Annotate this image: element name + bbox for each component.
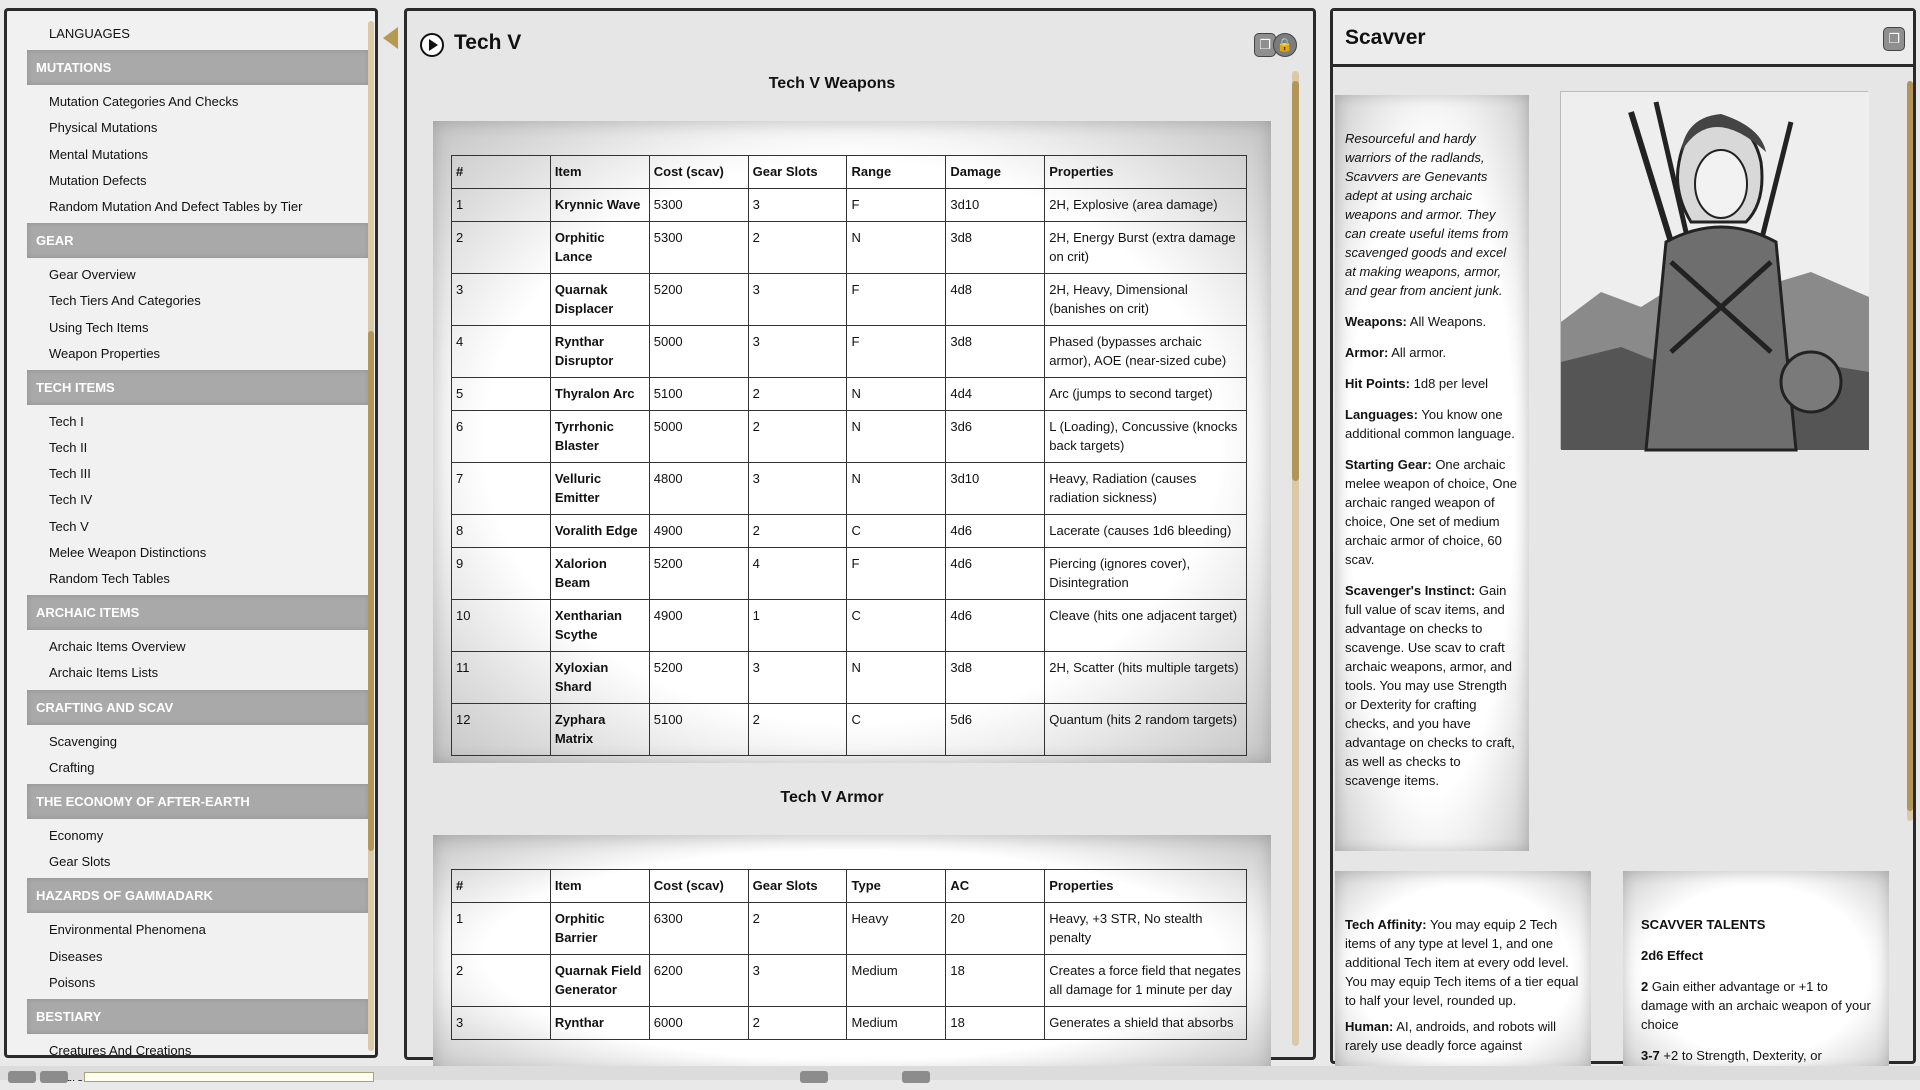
table-cell: Cleave (hits one adjacent target) bbox=[1045, 600, 1247, 652]
table-cell: 6200 bbox=[649, 955, 748, 1007]
weapons-heading: Tech V Weapons bbox=[768, 75, 896, 92]
sidebar-item[interactable]: Gear Overview bbox=[49, 267, 136, 283]
sidebar-item[interactable]: Random Mutation And Defect Tables by Tier bbox=[49, 198, 303, 214]
table-cell: 1 bbox=[748, 600, 847, 652]
item-name-cell[interactable]: Velluric Emitter bbox=[550, 463, 649, 515]
sidebar-item[interactable]: Mutation Categories And Checks bbox=[49, 94, 239, 110]
table-row[interactable] bbox=[452, 222, 1247, 274]
table-cell: 5300 bbox=[649, 189, 748, 222]
item-name-cell[interactable]: Xyloxian Shard bbox=[550, 652, 649, 704]
class-feature bbox=[1345, 405, 1517, 443]
table-cell: C bbox=[847, 704, 946, 756]
armor-table bbox=[451, 869, 1247, 1040]
table-row[interactable] bbox=[452, 378, 1247, 411]
lock-icon[interactable]: 🔒 bbox=[1273, 33, 1297, 57]
class-feature bbox=[1345, 343, 1517, 362]
table-cell: 4 bbox=[748, 548, 847, 600]
table-cell: 4d6 bbox=[946, 515, 1045, 548]
class-feature bbox=[1345, 455, 1517, 569]
class-feature bbox=[1345, 581, 1517, 790]
table-row[interactable] bbox=[452, 1007, 1247, 1040]
sidebar-item[interactable]: Scavenging bbox=[49, 733, 117, 749]
table-cell: 6000 bbox=[649, 1007, 748, 1040]
table-cell: 20 bbox=[946, 903, 1045, 955]
affinity-feature-value: You may equip 2 Tech items of any type at level 1, and one additional Tech item at every odd level. You may equip Tech items of a tier equal to half your level, rounded up. bbox=[1345, 917, 1579, 1008]
class-panel bbox=[1330, 8, 1916, 1064]
class-title: Scavver bbox=[1345, 26, 1426, 49]
table-cell: 18 bbox=[946, 955, 1045, 1007]
item-name-cell[interactable]: Zyphara Matrix bbox=[550, 704, 649, 756]
class-feature bbox=[1345, 312, 1517, 331]
item-name-cell[interactable]: Voralith Edge bbox=[550, 515, 649, 548]
table-cell: 2 bbox=[748, 222, 847, 274]
bottom-button[interactable] bbox=[8, 1071, 36, 1083]
sidebar-item[interactable]: Melee Weapon Distinctions bbox=[49, 544, 207, 560]
item-name-cell[interactable]: Orphitic Barrier bbox=[550, 903, 649, 955]
column-header: AC bbox=[946, 870, 1045, 903]
table-cell: 2 bbox=[748, 378, 847, 411]
bottom-button[interactable] bbox=[902, 1071, 930, 1083]
table-cell: 10 bbox=[452, 600, 551, 652]
class-description bbox=[1345, 129, 1517, 802]
class-feature-label: Weapons: bbox=[1345, 314, 1407, 329]
table-cell: 1 bbox=[452, 903, 551, 955]
sidebar-section-header[interactable]: TECH ITEMS bbox=[27, 370, 369, 405]
class-scrollbar[interactable] bbox=[1907, 81, 1913, 821]
table-cell: 6300 bbox=[649, 903, 748, 955]
talent-entry bbox=[1641, 1046, 1877, 1065]
table-row[interactable] bbox=[452, 411, 1247, 463]
affinity-feature-label: Tech Affinity: bbox=[1345, 917, 1427, 932]
table-cell: 5100 bbox=[649, 378, 748, 411]
table-cell: 5000 bbox=[649, 411, 748, 463]
item-name-cell[interactable]: Xalorion Beam bbox=[550, 548, 649, 600]
table-cell: F bbox=[847, 548, 946, 600]
table-cell: Heavy, +3 STR, No stealth penalty bbox=[1045, 903, 1247, 955]
record-scrollbar[interactable] bbox=[1292, 71, 1299, 1046]
record-header bbox=[407, 11, 1313, 71]
talent-entry-value: Gain either advantage or +1 to damage with an archaic weapon of your choice bbox=[1641, 979, 1871, 1032]
table-cell: 5000 bbox=[649, 326, 748, 378]
table-row[interactable] bbox=[452, 326, 1247, 378]
bottom-button[interactable] bbox=[40, 1071, 68, 1083]
talent-entry-label: 2 bbox=[1641, 979, 1649, 994]
sidebar-item[interactable]: Mental Mutations bbox=[49, 146, 148, 162]
class-feature-value: You know one additional common language. bbox=[1345, 407, 1515, 441]
table-cell: Arc (jumps to second target) bbox=[1045, 378, 1247, 411]
table-cell: 2 bbox=[748, 515, 847, 548]
sidebar-item[interactable]: Tech Tiers And Categories bbox=[49, 293, 201, 309]
table-cell: Heavy bbox=[847, 903, 946, 955]
table-cell: F bbox=[847, 274, 946, 326]
table-cell: Generates a shield that absorbs bbox=[1045, 1007, 1247, 1040]
sidebar-item[interactable]: Random Tech Tables bbox=[49, 571, 170, 586]
table-cell: 3 bbox=[748, 955, 847, 1007]
table-cell: C bbox=[847, 600, 946, 652]
table-cell: F bbox=[847, 189, 946, 222]
table-cell: Lacerate (causes 1d6 bleeding) bbox=[1045, 515, 1247, 548]
table-row[interactable] bbox=[452, 548, 1247, 600]
table-cell: 4d6 bbox=[946, 548, 1045, 600]
class-feature-value: One archaic melee weapon of choice, One archaic ranged weapon of choice, One set of medium archaic armor of choice, 60 scav. bbox=[1345, 457, 1517, 567]
sidebar-section-header[interactable]: MUTATIONS bbox=[27, 50, 369, 85]
table-cell: 5d6 bbox=[946, 704, 1045, 756]
table-cell: 2 bbox=[748, 903, 847, 955]
table-cell: 3 bbox=[452, 274, 551, 326]
copy-icon[interactable]: ❐ bbox=[1883, 27, 1905, 51]
sidebar-item[interactable]: Archaic Items Overview bbox=[49, 639, 186, 655]
class-feature-value: Gain full value of scav items, and advantage on checks to scavenge. Use scav to craft archaic weapons, armor, and tools. You may use Strength or Dexterity for crafting checks, and you have advantage on checks to craft, as well as checks to scavenge items. bbox=[1345, 583, 1515, 788]
sidebar-item[interactable]: Physical Mutations bbox=[49, 120, 158, 136]
column-header: Item bbox=[550, 870, 649, 903]
weapons-table-header bbox=[452, 156, 1247, 189]
sidebar-item[interactable]: Gear Slots bbox=[49, 854, 111, 870]
class-feature-value: 1d8 per level bbox=[1413, 376, 1489, 391]
table-row[interactable] bbox=[452, 600, 1247, 652]
sidebar-item[interactable]: Mutation Defects bbox=[49, 172, 147, 188]
class-title-bar bbox=[1333, 11, 1913, 67]
sidebar-item[interactable]: Using Tech Items bbox=[49, 319, 149, 335]
column-header: Item bbox=[550, 156, 649, 189]
sidebar-item[interactable]: Poisons bbox=[49, 974, 96, 990]
sidebar-item[interactable]: Tech II bbox=[49, 440, 88, 456]
table-cell: 3d10 bbox=[946, 189, 1045, 222]
item-name-cell[interactable]: Krynnic Wave bbox=[550, 189, 649, 222]
column-header: # bbox=[452, 156, 551, 189]
table-cell: 5300 bbox=[649, 222, 748, 274]
column-header: # bbox=[452, 870, 551, 903]
table-cell: 7 bbox=[452, 463, 551, 515]
table-row[interactable] bbox=[452, 189, 1247, 222]
sidebar-item[interactable]: Tech I bbox=[49, 413, 84, 429]
table-row[interactable] bbox=[452, 515, 1247, 548]
column-header: Properties bbox=[1045, 870, 1247, 903]
class-feature-label: Hit Points: bbox=[1345, 376, 1410, 391]
tech-affinity-text bbox=[1345, 915, 1583, 1062]
table-cell: 3 bbox=[748, 463, 847, 515]
table-cell: 3d8 bbox=[946, 222, 1045, 274]
column-header: Gear Slots bbox=[748, 870, 847, 903]
table-row[interactable] bbox=[452, 463, 1247, 515]
affinity-feature-label: Human: bbox=[1345, 1019, 1394, 1034]
affinity-feature bbox=[1345, 915, 1583, 1010]
table-cell: 3d10 bbox=[946, 463, 1045, 515]
table-cell: 2H, Heavy, Dimensional (banishes on crit) bbox=[1045, 274, 1247, 326]
play-icon[interactable] bbox=[420, 33, 444, 57]
table-row[interactable] bbox=[452, 652, 1247, 704]
tech-affinity-panel bbox=[1335, 871, 1591, 1071]
column-header: Cost (scav) bbox=[649, 870, 748, 903]
talent-entry bbox=[1641, 977, 1877, 1034]
table-cell: N bbox=[847, 411, 946, 463]
table-cell: 4 bbox=[452, 326, 551, 378]
table-cell: 5200 bbox=[649, 274, 748, 326]
table-cell: 2H, Explosive (area damage) bbox=[1045, 189, 1247, 222]
armor-table-header bbox=[452, 870, 1247, 903]
class-feature-label: Starting Gear: bbox=[1345, 457, 1432, 472]
table-cell: 5 bbox=[452, 378, 551, 411]
item-name-cell[interactable]: Tyrrhonic Blaster bbox=[550, 411, 649, 463]
sidebar-list bbox=[27, 21, 369, 1090]
table-cell: 1 bbox=[452, 189, 551, 222]
talent-entry-value: +2 to Strength, Dexterity, or bbox=[1663, 1048, 1822, 1063]
talents-subtitle: 2d6 Effect bbox=[1641, 948, 1704, 963]
table-cell: Heavy, Radiation (causes radiation sickness) bbox=[1045, 463, 1247, 515]
record-scroll-thumb[interactable] bbox=[1292, 81, 1299, 481]
table-cell: 4900 bbox=[649, 515, 748, 548]
table-cell: 5200 bbox=[649, 548, 748, 600]
column-header: Properties bbox=[1045, 156, 1247, 189]
class-feature-label: Armor: bbox=[1345, 345, 1389, 360]
sidebar-item[interactable]: Tech IV bbox=[49, 492, 93, 508]
chat-input[interactable] bbox=[84, 1072, 374, 1082]
table-cell: 3 bbox=[748, 326, 847, 378]
table-cell: Creates a force field that negates all damage for 1 minute per day bbox=[1045, 955, 1247, 1007]
table-cell: 2 bbox=[452, 955, 551, 1007]
table-cell: 5200 bbox=[649, 652, 748, 704]
item-name-cell[interactable]: Quarnak Displacer bbox=[550, 274, 649, 326]
table-cell: Medium bbox=[847, 955, 946, 1007]
sidebar-section-header[interactable]: THE ECONOMY OF AFTER-EARTH bbox=[27, 784, 369, 819]
table-cell: 4800 bbox=[649, 463, 748, 515]
table-cell: 9 bbox=[452, 548, 551, 600]
sidebar-item[interactable]: Crafting bbox=[49, 759, 95, 775]
sidebar-item[interactable]: Creatures And Creations bbox=[49, 1042, 192, 1058]
armor-heading: Tech V Armor bbox=[780, 789, 884, 806]
table-cell: 11 bbox=[452, 652, 551, 704]
table-cell: 3 bbox=[452, 1007, 551, 1040]
table-cell: 18 bbox=[946, 1007, 1045, 1040]
sidebar-item[interactable]: Weapon Properties bbox=[49, 345, 161, 361]
table-row[interactable] bbox=[452, 274, 1247, 326]
item-name-cell[interactable]: Rynthar bbox=[550, 1007, 649, 1040]
table-cell: 2 bbox=[748, 1007, 847, 1040]
class-feature-label: Scavenger's Instinct: bbox=[1345, 583, 1476, 598]
table-cell: 5100 bbox=[649, 704, 748, 756]
table-cell: 3 bbox=[748, 652, 847, 704]
class-feature-label: Languages: bbox=[1345, 407, 1418, 422]
class-scroll-thumb[interactable] bbox=[1907, 81, 1913, 811]
item-name-cell[interactable]: Quarnak Field Generator bbox=[550, 955, 649, 1007]
table-cell: 3d8 bbox=[946, 652, 1045, 704]
talents-text bbox=[1641, 915, 1877, 1077]
talent-entry-label: 3-7 bbox=[1641, 1048, 1660, 1063]
class-feature bbox=[1345, 374, 1517, 393]
sidebar-item[interactable]: Archaic Items Lists bbox=[49, 665, 159, 681]
table-cell: 3 bbox=[748, 274, 847, 326]
copy-icon[interactable]: ❐ bbox=[1254, 33, 1276, 57]
talents-title: SCAVVER TALENTS bbox=[1641, 917, 1766, 932]
sidebar-section-header[interactable]: BESTIARY bbox=[27, 999, 369, 1034]
column-header: Damage bbox=[946, 156, 1045, 189]
table-row[interactable] bbox=[452, 704, 1247, 756]
table-row[interactable] bbox=[452, 955, 1247, 1007]
class-feature-value: All armor. bbox=[1391, 345, 1447, 360]
table-cell: N bbox=[847, 463, 946, 515]
sidebar-item[interactable]: Environmental Phenomena bbox=[49, 922, 206, 938]
table-cell: 4d8 bbox=[946, 274, 1045, 326]
table-cell: 4900 bbox=[649, 600, 748, 652]
table-cell: N bbox=[847, 378, 946, 411]
table-row[interactable] bbox=[452, 903, 1247, 955]
table-cell: 2H, Scatter (hits multiple targets) bbox=[1045, 652, 1247, 704]
table-cell: 2 bbox=[452, 222, 551, 274]
column-header: Cost (scav) bbox=[649, 156, 748, 189]
sidebar bbox=[4, 8, 378, 1058]
item-name-cell[interactable]: Xentharian Scythe bbox=[550, 600, 649, 652]
table-cell: 3d6 bbox=[946, 411, 1045, 463]
affinity-feature-value: AI, androids, and robots will rarely use deadly force against bbox=[1345, 1019, 1556, 1053]
table-cell: 2H, Energy Burst (extra damage on crit) bbox=[1045, 222, 1247, 274]
sidebar-item-languages[interactable]: LANGUAGES bbox=[49, 26, 130, 41]
sidebar-section-header[interactable]: HAZARDS OF GAMMADARK bbox=[27, 878, 369, 913]
collapse-sidebar-arrow-icon[interactable] bbox=[383, 27, 398, 49]
column-header: Range bbox=[847, 156, 946, 189]
item-name-cell[interactable]: Thyralon Arc bbox=[550, 378, 649, 411]
sidebar-item[interactable]: Tech V bbox=[49, 518, 89, 534]
table-cell: Medium bbox=[847, 1007, 946, 1040]
table-cell: 2 bbox=[748, 704, 847, 756]
sidebar-section-header[interactable]: CRAFTING AND SCAV bbox=[27, 690, 369, 725]
sidebar-item[interactable]: Tech III bbox=[49, 466, 91, 482]
table-cell: 8 bbox=[452, 515, 551, 548]
table-cell: N bbox=[847, 652, 946, 704]
table-cell: 4d6 bbox=[946, 600, 1045, 652]
table-cell: L (Loading), Concussive (knocks back targets) bbox=[1045, 411, 1247, 463]
armor-table-panel bbox=[433, 835, 1271, 1075]
table-cell: F bbox=[847, 326, 946, 378]
class-description-panel bbox=[1335, 95, 1529, 851]
table-cell: N bbox=[847, 222, 946, 274]
sidebar-scrollbar[interactable] bbox=[368, 21, 374, 1051]
table-cell: 12 bbox=[452, 704, 551, 756]
table-cell: 6 bbox=[452, 411, 551, 463]
weapons-table bbox=[451, 155, 1247, 756]
item-name-cell[interactable]: Orphitic Lance bbox=[550, 222, 649, 274]
sidebar-item[interactable]: Economy bbox=[49, 827, 104, 843]
character-portrait-image bbox=[1560, 91, 1868, 449]
page-title: Tech V bbox=[454, 31, 522, 54]
class-feature-value: All Weapons. bbox=[1409, 314, 1487, 329]
table-cell: C bbox=[847, 515, 946, 548]
table-cell: 2 bbox=[748, 411, 847, 463]
character-portrait-icon bbox=[1561, 92, 1869, 450]
affinity-feature bbox=[1345, 1017, 1583, 1055]
bottom-button[interactable] bbox=[800, 1071, 828, 1083]
table-cell: Piercing (ignores cover), Disintegration bbox=[1045, 548, 1247, 600]
table-cell: Phased (bypasses archaic armor), AOE (near-sized cube) bbox=[1045, 326, 1247, 378]
sidebar-item[interactable]: Diseases bbox=[49, 948, 103, 964]
sidebar-scroll-thumb[interactable] bbox=[368, 331, 374, 851]
record-panel bbox=[404, 8, 1316, 1060]
table-cell: Quantum (hits 2 random targets) bbox=[1045, 704, 1247, 756]
sidebar-section-header[interactable]: ARCHAIC ITEMS bbox=[27, 595, 369, 630]
column-header: Type bbox=[847, 870, 946, 903]
table-cell: 4d4 bbox=[946, 378, 1045, 411]
talents-panel bbox=[1623, 871, 1889, 1071]
column-header: Gear Slots bbox=[748, 156, 847, 189]
class-intro: Resourceful and hardy warriors of the radlands, Scavvers are Genevants adept at using archaic weapons and armor. They can create useful items from scavenged goods and excel at making weapons, armor, and gear from ancient junk. bbox=[1345, 131, 1509, 298]
table-cell: 3 bbox=[748, 189, 847, 222]
item-name-cell[interactable]: Rynthar Disruptor bbox=[550, 326, 649, 378]
sidebar-section-header[interactable]: GEAR bbox=[27, 223, 369, 258]
weapons-table-panel bbox=[433, 121, 1271, 763]
table-cell: 3d8 bbox=[946, 326, 1045, 378]
